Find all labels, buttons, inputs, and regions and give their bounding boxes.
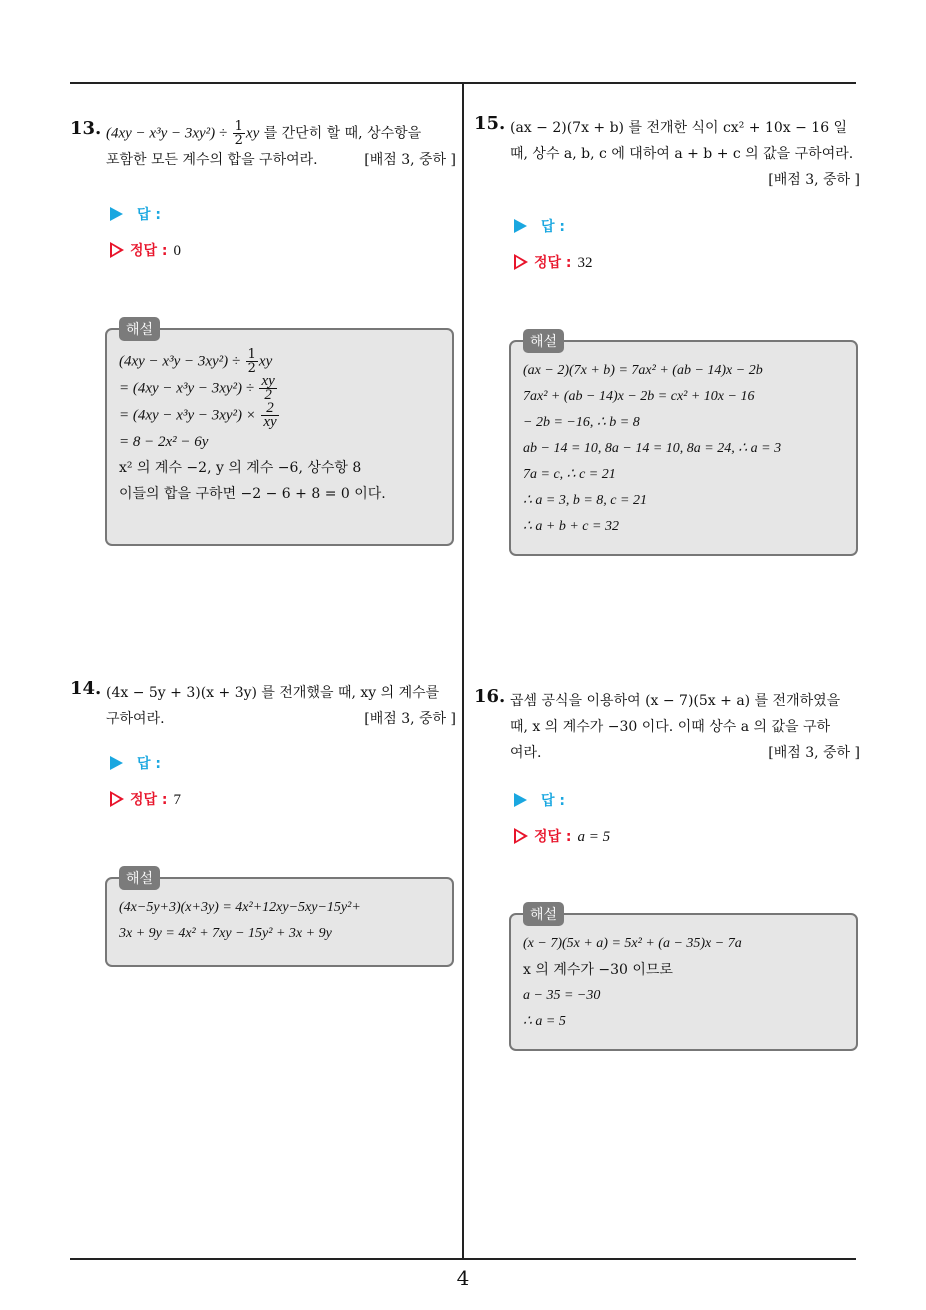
problem-number: 13.: [70, 118, 102, 139]
correct-answer: 7: [173, 792, 182, 808]
play-icon: [110, 756, 123, 770]
fraction: $\frac{1}{2}$: [234, 119, 243, 148]
problem-16: 16. 곱셈 공식을 이용하여 (x − 7)(5x + a) 를 전개하였을 때, x 의 계수가 −30 이다. 이때 상수 a 의 값을 구하 여라. [배점 3, 중하 ]: [510, 688, 860, 766]
page-number: 4: [456, 1266, 470, 1290]
problem-number: 16.: [474, 686, 506, 707]
play-icon: [514, 219, 527, 233]
grade-label: [배점 3, 중하 ]: [768, 745, 860, 761]
grade-label: [배점 3, 중하 ]: [364, 711, 456, 727]
problem-text: 곱셈 공식을 이용하여 (x − 7)(5x + a) 를 전개하였을: [510, 693, 841, 709]
play-icon: [110, 207, 123, 221]
problem-text: (4xy − x³y − 3xy²) ÷ $\frac{1}{2}$ xy 를 간단히 할 때, 상수항을: [106, 119, 422, 148]
problem-text: (4x − 5y + 3)(x + 3y) 를 전개했을 때, xy 의 계수를: [106, 685, 440, 701]
grade-label: [배점 3, 중하 ]: [768, 172, 860, 188]
correct-row-14: 정답 : 7: [110, 789, 181, 809]
answer-row-14: 답 :: [110, 753, 161, 773]
bottom-rule: [70, 1258, 856, 1260]
outline-triangle-icon: [110, 791, 124, 807]
solution-tag: 해설: [119, 866, 160, 890]
problem-number: 14.: [70, 678, 102, 699]
problem-number: 15.: [474, 113, 506, 134]
correct-answer: a = 5: [577, 829, 611, 845]
solution-box-16: 해설 (x − 7)(5x + a) = 5x² + (a − 35)x − 7a x 의 계수가 −30 이므로 a − 35 = −30 ∴ a = 5: [509, 913, 858, 1051]
answer-row-15: 답 :: [514, 216, 565, 236]
problem-13: 13. (4xy − x³y − 3xy²) ÷ $\frac{1}{2}$ xy 를 간단히 할 때, 상수항을 포함한 모든 계수의 합을 구하여라. [배점 3, 중하 ]: [106, 120, 456, 173]
solution-box-15: 해설 (ax − 2)(7x + b) = 7ax² + (ab − 14)x − 2b 7ax² + (ab − 14)x − 2b = cx² + 10x − 16 − 2b = −16, ∴ b = 8 ab − 14 = 10, 8a − 14 = 10, 8a = 24, ∴ a = 3 7a = c, ∴ c = 21 ∴ a = 3, b = 8, c = 21 ∴ a + b + c = 32: [509, 340, 858, 556]
correct-row-15: 정답 : 32: [514, 252, 593, 272]
answer-row-16: 답 :: [514, 790, 565, 810]
problem-14: 14. (4x − 5y + 3)(x + 3y) 를 전개했을 때, xy 의 계수를 구하여라. [배점 3, 중하 ]: [106, 680, 456, 732]
solution-tag: 해설: [523, 329, 564, 353]
grade-label: [배점 3, 중하 ]: [364, 152, 456, 168]
correct-row-13: 정답 : 0: [110, 240, 181, 260]
correct-answer: 32: [577, 255, 593, 271]
answer-row-13: 답 :: [110, 204, 161, 224]
outline-triangle-icon: [514, 828, 528, 844]
correct-row-16: 정답 : a = 5: [514, 826, 610, 846]
solution-tag: 해설: [523, 902, 564, 926]
problem-text: (ax − 2)(7x + b) 를 전개한 식이 cx² + 10x − 16 일: [510, 120, 848, 136]
column-divider: [462, 83, 464, 1258]
play-icon: [514, 793, 527, 807]
problem-15: 15. (ax − 2)(7x + b) 를 전개한 식이 cx² + 10x − 16 일 때, 상수 a, b, c 에 대하여 a + b + c 의 값을 구하여라. [배점 3, 중하 ]: [510, 115, 860, 193]
solution-tag: 해설: [119, 317, 160, 341]
correct-answer: 0: [173, 243, 182, 259]
solution-box-13: 해설 (4xy − x³y − 3xy²) ÷ $\frac{1}{2}$ xy = (4xy − x³y − 3xy²) ÷ $\frac{xy}{2}$ = (4xy − x³y − 3xy²) × $\frac{2}{xy}$ = 8 − 2x² − 6y x² 의 계수 −2, y 의 계수 −6, 상수항 8 이들의 합을 구하면 −2 − 6 + 8 = 0 이다.: [105, 328, 454, 546]
outline-triangle-icon: [110, 242, 124, 258]
solution-box-14: 해설 (4x−5y+3)(x+3y) = 4x²+12xy−5xy−15y²+ 3x + 9y = 4x² + 7xy − 15y² + 3x + 9y: [105, 877, 454, 967]
outline-triangle-icon: [514, 254, 528, 270]
problem-expression: (4xy − x³y − 3xy²) ÷: [106, 125, 228, 142]
